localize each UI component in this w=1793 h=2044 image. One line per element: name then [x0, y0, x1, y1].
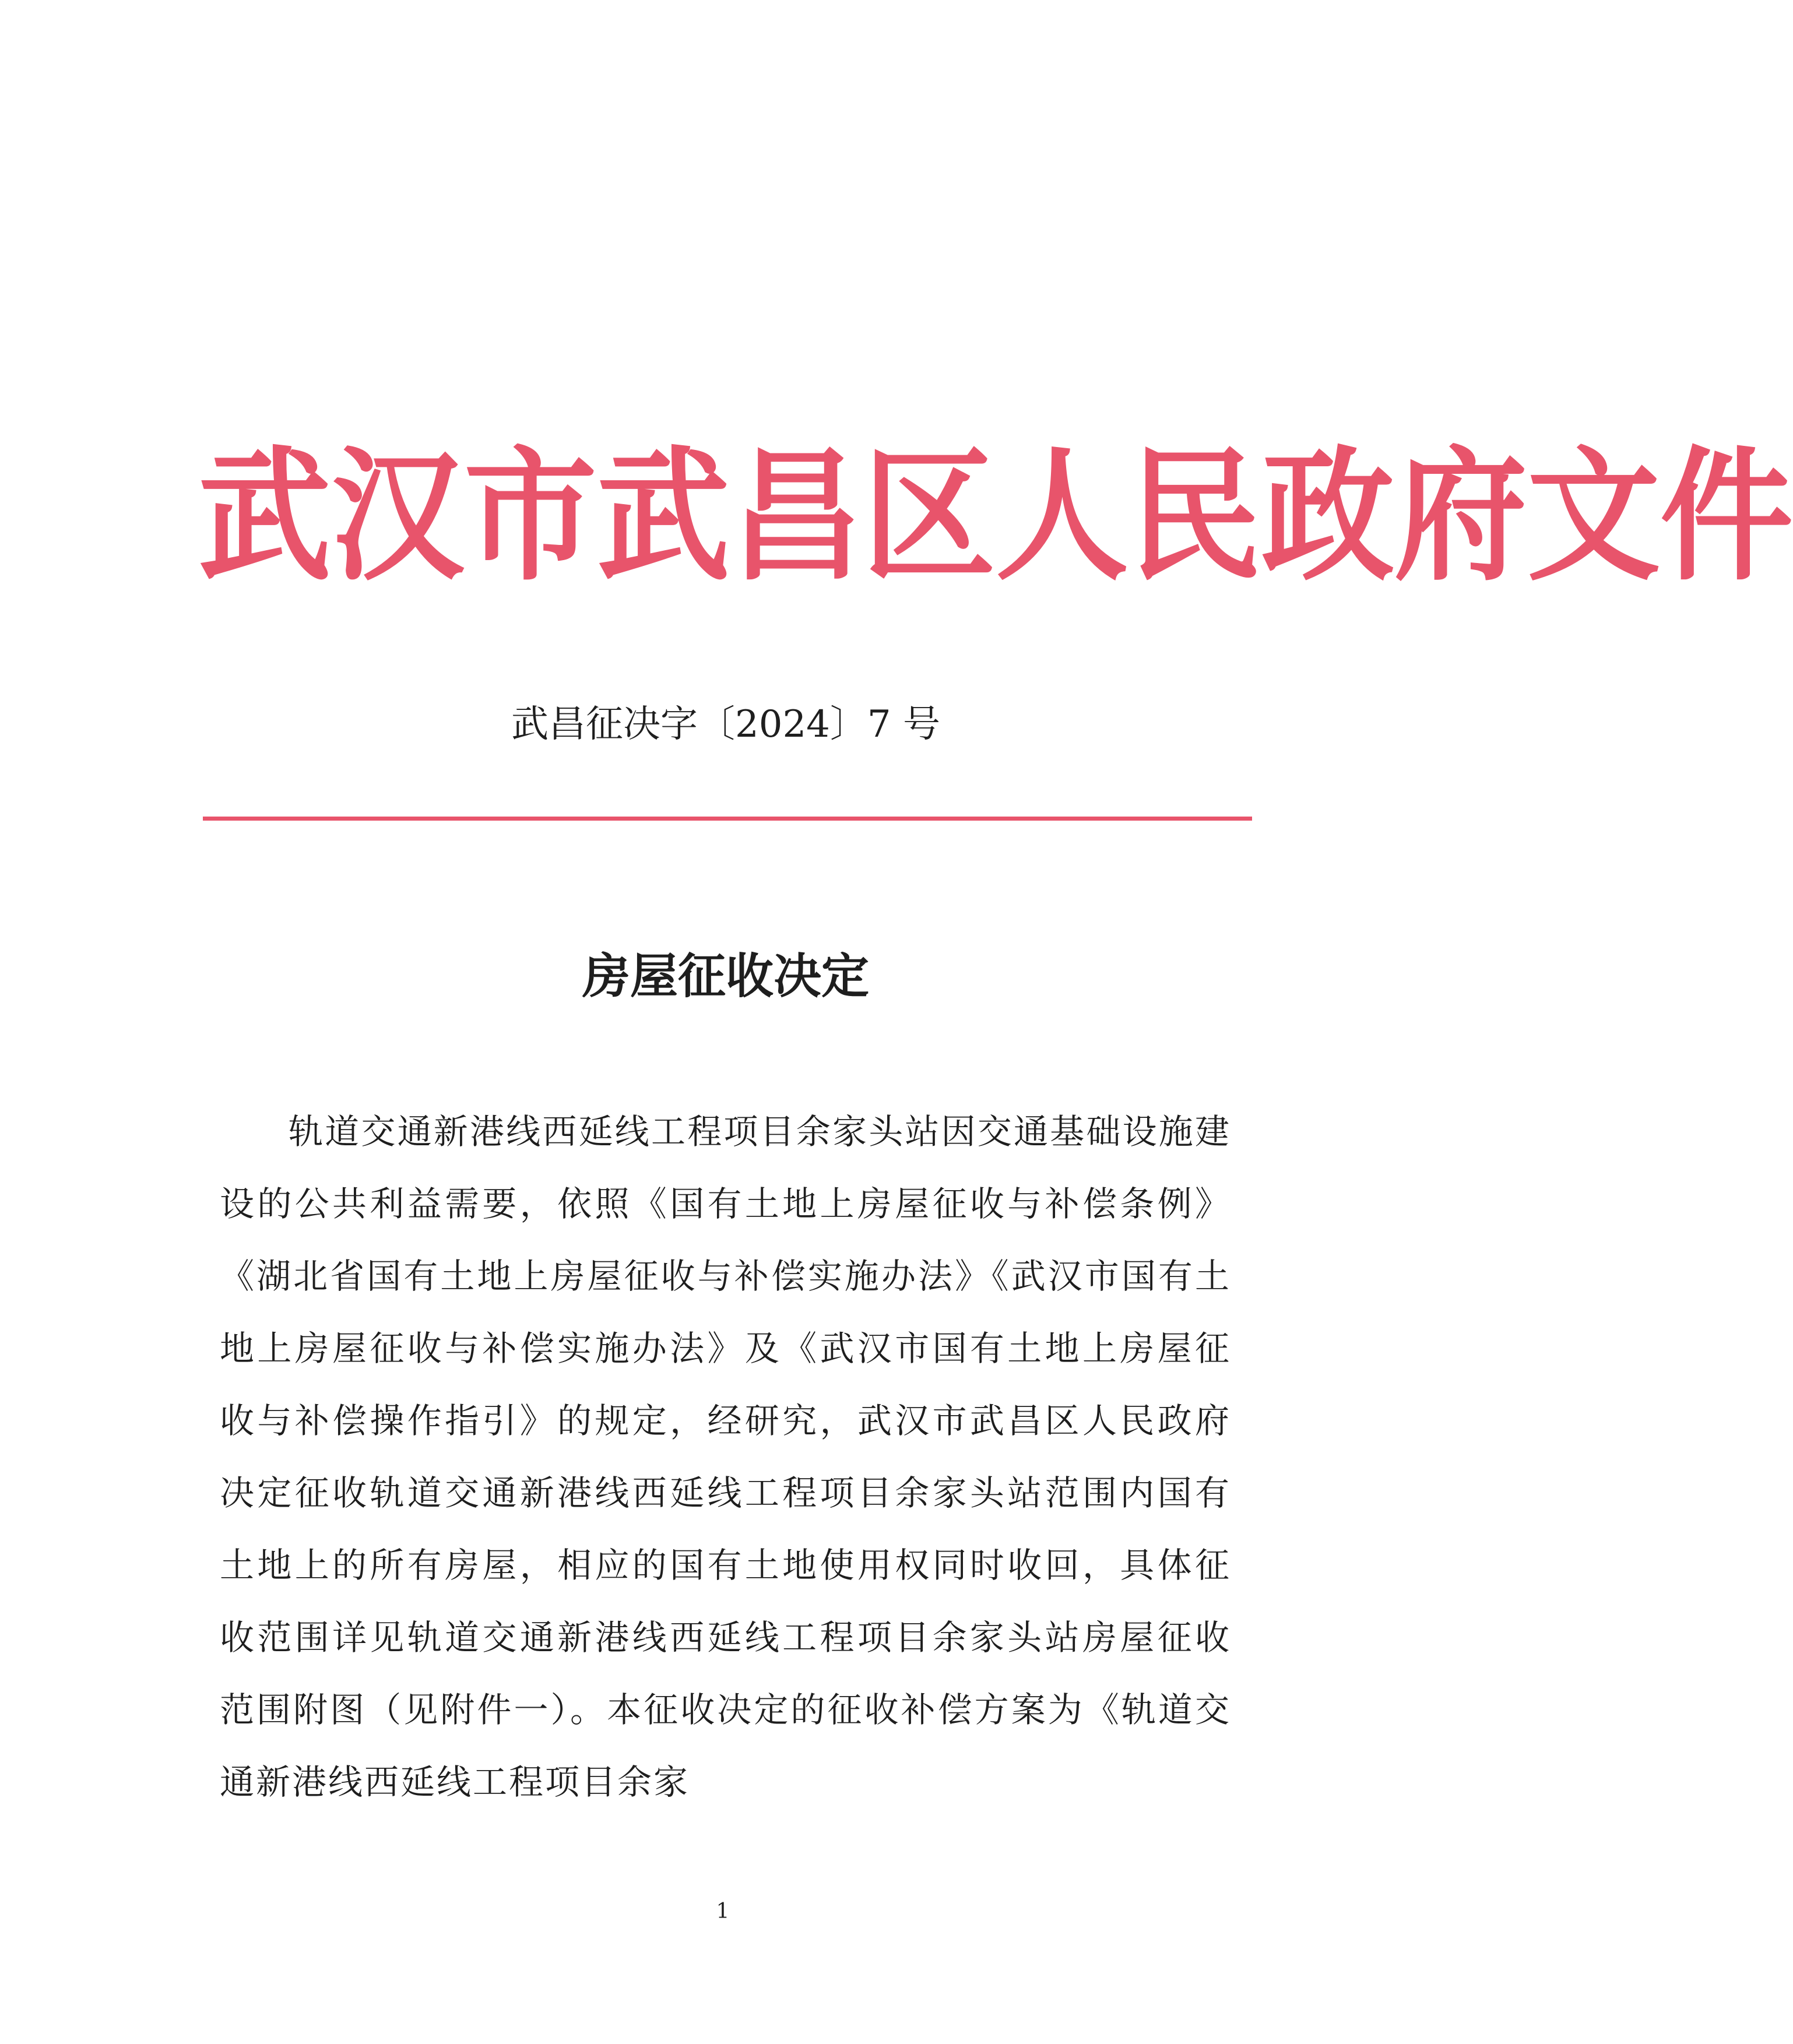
red-divider-line — [203, 817, 1252, 821]
document-title: 房屋征收决定 — [582, 948, 869, 1004]
body-paragraph: 轨道交通新港线西延线工程项目余家头站因交通基础设施建设的公共利益需要，依照《国有土地上房屋征收与补偿条例》《湖北省国有土地上房屋征收与补偿实施办法》《武汉市国有土地上房屋征收与补偿实施办法》及《武汉市国有土地上房屋征收与补偿操作指引》的规定，经研究，武汉市武昌区人民政府决定征收轨道交通新港线西延线工程项目余家头站范围内国有土地上的所有房屋，相应的国有土地使用权同时收回，具体征收范围详见轨道交通新港线西延线工程项目余家头站房屋征收范围附图（见附件一）。本征收决定的征收补偿方案为《轨道交通新港线西延线工程项目余家 — [220, 1111, 1231, 1802]
masthead-title: 武汉市武昌区人民政府文件 — [198, 431, 1793, 600]
document-number: 武昌征决字〔2024〕7 号 — [511, 703, 940, 746]
body-text — [220, 1096, 1231, 1818]
page-number: 1 — [716, 1899, 730, 1923]
